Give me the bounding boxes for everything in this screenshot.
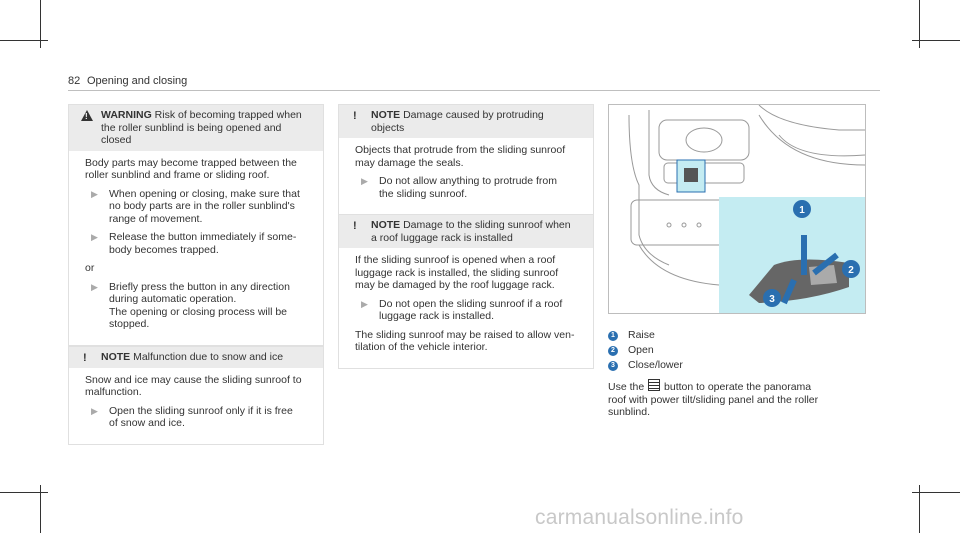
instruction-step: [85, 188, 313, 226]
note-keyword: NOTE: [101, 351, 131, 363]
text-line: range of movement.: [109, 212, 203, 225]
text-line: luggage rack is installed.: [379, 310, 494, 322]
exclamation-icon: !: [353, 220, 357, 232]
instruction-step: [355, 298, 583, 323]
warning-intro: [85, 157, 313, 182]
text-line: during automatic operation.: [109, 293, 237, 305]
note-heading-text: Malfunction due to snow and ice: [133, 351, 284, 363]
text-line: tilation of the vehicle interior.: [355, 341, 488, 353]
text-line: Body parts may become trapped between the: [85, 156, 297, 169]
text-line: Release the button immediately if some-: [109, 231, 297, 243]
arrow-right-icon: ▶: [361, 176, 368, 186]
line-art: [759, 105, 865, 130]
exclamation-icon: !: [353, 110, 357, 122]
text-line: Open the sliding sunroof only if it is free: [109, 404, 293, 417]
usage-paragraph: [608, 379, 858, 419]
line-art: [779, 135, 865, 156]
line-art: [659, 120, 749, 160]
line-art: [682, 223, 686, 227]
text-line: Use the: [608, 381, 645, 393]
text-line: may damage the seals.: [355, 156, 464, 169]
arrow-right-icon: ▶: [91, 232, 98, 242]
crop-mark: [912, 492, 960, 493]
text-line: Do not open the sliding sunroof if a roof: [379, 297, 563, 310]
legend-number: 3: [608, 361, 618, 371]
text-line: sunblind.: [608, 406, 651, 418]
line-art: [667, 223, 671, 227]
note-body: [85, 374, 313, 399]
note-body: [355, 254, 583, 292]
legend-label: Close/lower: [628, 359, 683, 371]
legend-label: Raise: [628, 329, 655, 341]
note-heading-text: objects: [371, 121, 405, 134]
overhead-control-illustration: [608, 104, 866, 314]
roof-button-icon: [648, 379, 660, 391]
note-keyword: NOTE: [371, 109, 401, 121]
text-line: button to operate the panorama: [664, 381, 812, 393]
text-line: may be damaged by the roof luggage rack.: [355, 279, 555, 291]
watermark: carmanualsonline.info: [535, 506, 744, 529]
note-heading: [339, 215, 593, 248]
text-line: luggage rack is installed, the sliding sunroof: [355, 266, 559, 279]
text-line: Snow and ice may cause the sliding sunroof to: [85, 373, 302, 386]
text-line: no body parts are in the roller sunblind's: [109, 200, 295, 212]
text-line: the sliding sunroof.: [379, 187, 468, 200]
legend-item: [608, 343, 683, 358]
note-box-objects: [338, 104, 594, 215]
instruction-step: [85, 231, 313, 256]
arrow-right-icon: ▶: [361, 298, 368, 309]
callout-label: 1: [799, 205, 805, 216]
callout-label: 2: [848, 265, 854, 276]
line-art: [759, 115, 865, 165]
warning-heading-text: closed: [101, 134, 132, 146]
note-heading-text: Damage to the sliding sunroof when: [403, 219, 571, 231]
crop-mark: [0, 40, 48, 41]
warning-heading-text: the roller sunblind is being opened and: [101, 121, 282, 134]
text-line: roller sunblind and frame or sliding roof.: [85, 169, 270, 181]
text-line: Objects that protrude from the sliding sunroof: [355, 144, 566, 156]
crop-mark: [912, 40, 960, 41]
line-art: [631, 200, 731, 245]
text-line: If the sliding sunroof is opened when a roof: [355, 254, 556, 266]
instruction-step: [85, 281, 313, 331]
text-line: malfunction.: [85, 386, 142, 398]
section-title: Opening and closing: [87, 75, 188, 87]
text-line: stopped.: [109, 318, 150, 330]
legend-number: 1: [608, 331, 618, 341]
warning-triangle-icon: [81, 110, 93, 121]
instruction-step: [355, 175, 583, 200]
instruction-step: [85, 405, 313, 430]
illustration-svg: [609, 105, 865, 313]
note-heading: [339, 105, 593, 138]
arrow-right-icon: ▶: [91, 405, 98, 416]
warning-keyword: WARNING: [101, 109, 152, 121]
legend-number: 2: [608, 346, 618, 356]
legend-label: Open: [628, 344, 654, 356]
page-number: 82: [68, 75, 81, 87]
line-art: [686, 128, 722, 152]
note-heading-text: Damage caused by protruding: [403, 109, 544, 121]
note-keyword: NOTE: [371, 219, 401, 231]
legend-item: [608, 358, 683, 373]
sunroof-button: [684, 168, 698, 182]
warning-heading-text: Risk of becoming trapped when: [154, 109, 302, 121]
text-line: When opening or closing, make sure that: [109, 187, 300, 200]
crop-mark: [0, 492, 48, 493]
text-line: Briefly press the button in any direction: [109, 280, 290, 293]
text-line: roof with power tilt/sliding panel and the roller: [608, 393, 819, 406]
line-art: [639, 245, 719, 285]
note-heading: [69, 347, 323, 368]
or-text: or: [85, 262, 95, 274]
callout-label: 3: [769, 294, 775, 305]
note-heading-text: a roof luggage rack is installed: [371, 231, 513, 244]
warning-heading: [69, 105, 323, 151]
arrow-right-icon: ▶: [91, 188, 98, 199]
exclamation-icon: !: [83, 352, 87, 364]
note-after: [355, 329, 583, 354]
warning-box: [68, 104, 324, 346]
note-box-snow: [68, 346, 324, 445]
line-art: [697, 223, 701, 227]
legend-item: [608, 328, 683, 343]
text-line: The opening or closing process will be: [109, 305, 288, 318]
note-box-rack: [338, 214, 594, 369]
figure-legend: [608, 328, 683, 373]
arrow-right-icon: ▶: [91, 281, 98, 292]
text-line: The sliding sunroof may be raised to allow ven-: [355, 328, 575, 341]
text-line: body becomes trapped.: [109, 243, 219, 256]
text-line: of snow and ice.: [109, 417, 185, 429]
note-body: [355, 144, 583, 169]
text-line: Do not allow anything to protrude from: [379, 175, 558, 187]
header-divider: [68, 90, 880, 91]
